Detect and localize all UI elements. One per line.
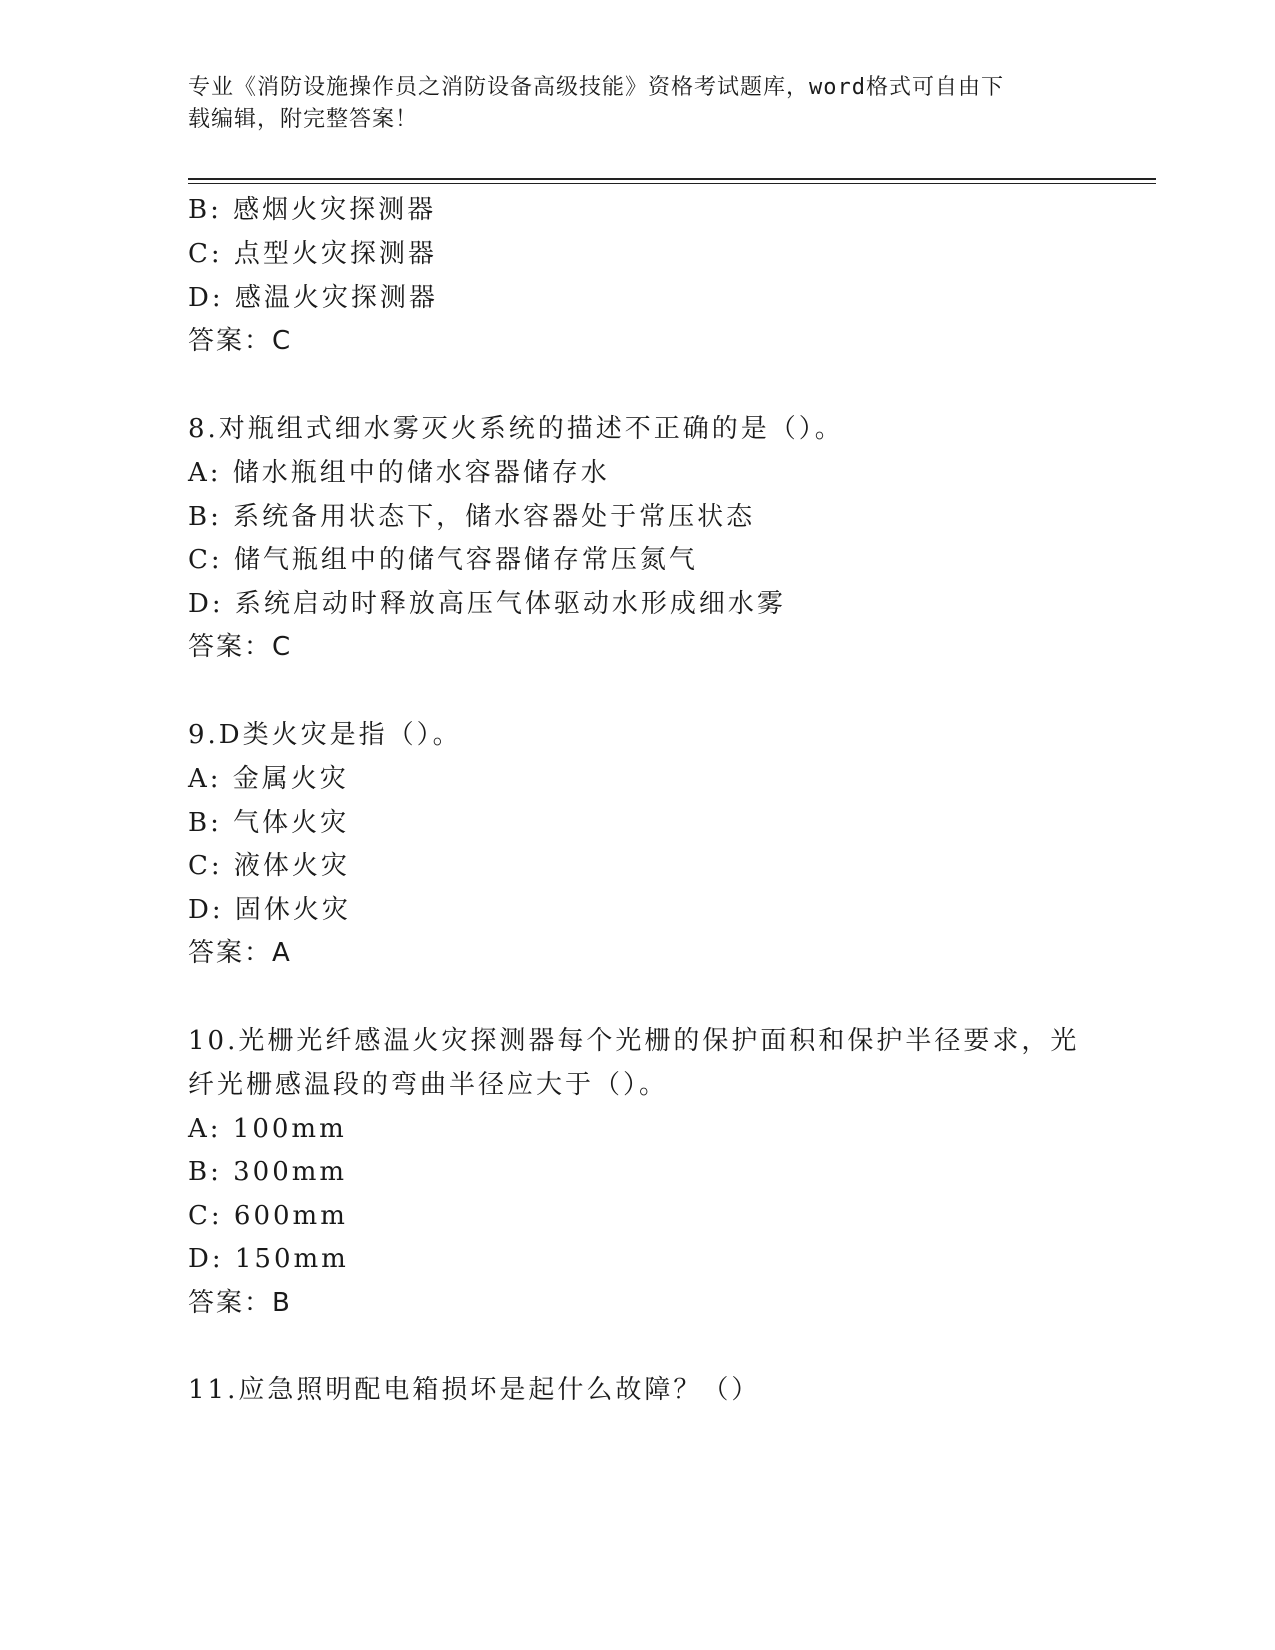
- q8-option-a: A: 储水瓶组中的储水容器储存水: [188, 458, 610, 488]
- document-header: [188, 72, 1088, 136]
- q9-question: 9.D类火灾是指（）。: [188, 720, 462, 750]
- q9-answer: 答案：A: [188, 938, 292, 968]
- q9-option-b: B: 气体火灾: [188, 808, 350, 838]
- q10-answer: 答案：B: [188, 1288, 292, 1318]
- q7-answer: 答案：C: [188, 326, 293, 356]
- q8-question: 8.对瓶组式细水雾灭火系统的描述不正确的是（）。: [188, 414, 844, 444]
- header-line-1: 专业《消防设施操作员之消防设备高级技能》资格考试题库，word格式可自由下: [188, 75, 1004, 100]
- q9-option-d: D: 固休火灾: [188, 895, 351, 925]
- q11-question: 11.应急照明配电箱损坏是起什么故障？（）: [188, 1375, 761, 1405]
- q7-option-c: C: 点型火灾探测器: [188, 239, 437, 269]
- q8-option-c: C: 储气瓶组中的储气容器储存常压氮气: [188, 545, 698, 575]
- q10-question-line-1: 10.光栅光纤感温火灾探测器每个光栅的保护面积和保护半径要求，光: [188, 1026, 1080, 1056]
- q9-option-c: C: 液体火灾: [188, 851, 350, 881]
- q7-option-b: B: 感烟火灾探测器: [188, 195, 437, 225]
- q8-option-d: D: 系统启动时释放高压气体驱动水形成细水雾: [188, 589, 786, 619]
- q10-question-line-2: 纤光栅感温段的弯曲半径应大于（）。: [188, 1070, 669, 1100]
- header-rule-thick: [188, 178, 1156, 180]
- q10-option-c: C: 600mm: [188, 1201, 348, 1231]
- q10-option-d: D: 150mm: [188, 1244, 349, 1274]
- q7-option-d: D: 感温火灾探测器: [188, 283, 438, 313]
- q9-option-a: A: 金属火灾: [188, 764, 349, 794]
- q8-answer: 答案：C: [188, 632, 293, 662]
- q8-option-b: B: 系统备用状态下，储水容器处于常压状态: [188, 502, 756, 532]
- header-line-2: 载编辑，附完整答案！: [188, 107, 419, 132]
- header-rule-thin: [188, 183, 1156, 184]
- q10-option-a: A: 100mm: [188, 1114, 347, 1144]
- q10-option-b: B: 300mm: [188, 1157, 348, 1187]
